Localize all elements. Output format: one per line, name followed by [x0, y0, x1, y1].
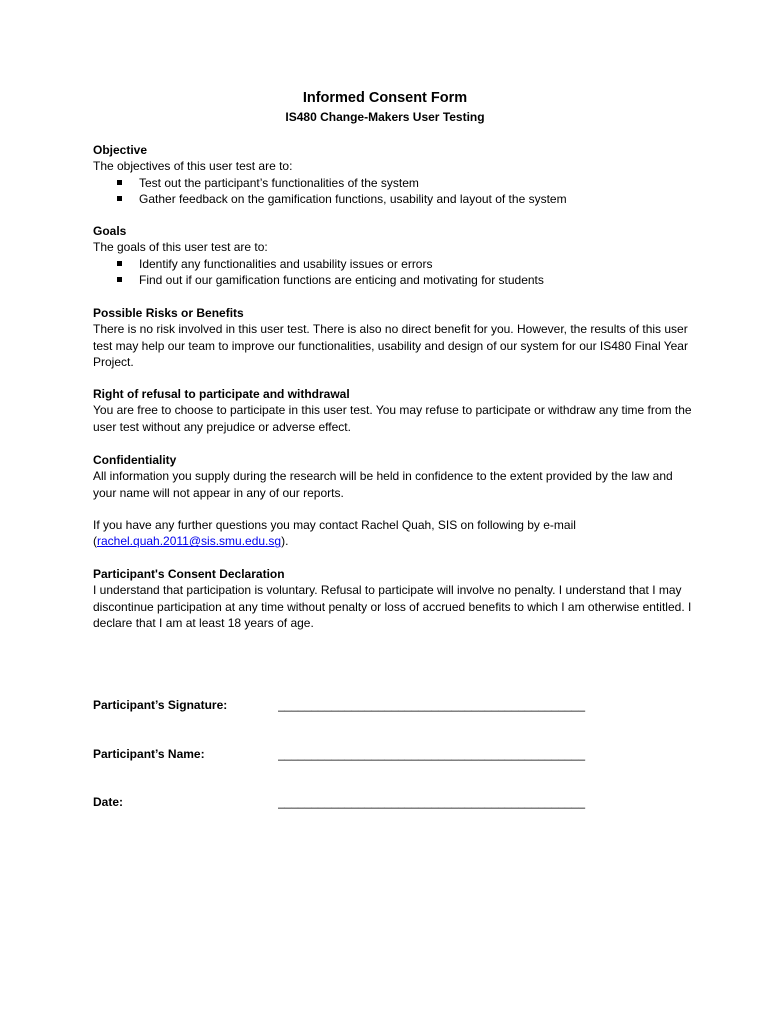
- risks-section: [93, 305, 693, 371]
- contact-text: If you have any further questions you may contact Rachel Quah, SIS on following by e-mail: [93, 518, 576, 532]
- list-item: Find out if our gamification functions are enticing and motivating for students: [93, 272, 693, 288]
- list-item: Gather feedback on the gamification functions, usability and layout of the system: [93, 191, 693, 207]
- date-label: Date:: [93, 795, 124, 809]
- goals-list: [93, 256, 693, 289]
- paren-close: ).: [281, 534, 289, 549]
- risks-text: There is no risk involved in this user test. There is also no direct benefit for you. However, the results of this user test may help our team to improve our functionalities, usability and design of our system for our IS480 Final Year Project.: [93, 322, 688, 370]
- confidentiality-section: [93, 452, 693, 501]
- document-title: Informed Consent Form: [302, 90, 468, 106]
- document-subtitle: IS480 Change-Makers User Testing: [285, 110, 485, 124]
- refusal-text: You are free to choose to participate in this user test. You may refuse to participate or withdraw any time from the user test without any prejudice or adverse effect.: [93, 403, 692, 434]
- refusal-section: [93, 386, 693, 435]
- signature-line[interactable]: ______________________________________________: [278, 698, 585, 712]
- name-line[interactable]: ______________________________________________: [278, 747, 585, 761]
- objective-intro: The objectives of this user test are to:: [93, 159, 293, 174]
- list-item: Test out the participant’s functionalities of the system: [93, 175, 693, 191]
- risks-heading: Possible Risks or Benefits: [93, 306, 244, 320]
- goals-intro: The goals of this user test are to:: [93, 240, 268, 255]
- declaration-heading: Participant's Consent Declaration: [93, 567, 285, 581]
- confidentiality-heading: Confidentiality: [93, 453, 177, 467]
- objective-heading: Objective: [93, 143, 148, 157]
- list-item: Identify any functionalities and usability issues or errors: [93, 256, 693, 272]
- objective-section: [93, 142, 693, 208]
- declaration-section: [93, 566, 693, 632]
- contact-email-line: [93, 533, 693, 549]
- goals-heading: Goals: [93, 224, 127, 238]
- email-link[interactable]: rachel.quah.2011@sis.smu.edu.sg: [97, 534, 282, 549]
- date-line[interactable]: ______________________________________________: [278, 795, 585, 809]
- confidentiality-text: All information you supply during the research will be held in confidence to the extent provided by the law and your name will not appear in any of our reports.: [93, 469, 673, 500]
- paren-open: (: [93, 534, 97, 549]
- objective-list: [93, 175, 693, 208]
- declaration-text: I understand that participation is voluntary. Refusal to participate will involve no penalty. I understand that I may discontinue participation at any time without penalty or loss of accrued benefits to which I am otherwise entitled. I declare that I am at least 18 years of age.: [93, 583, 692, 631]
- name-label: Participant’s Name:: [93, 747, 205, 761]
- refusal-heading: Right of refusal to participate and withdrawal: [93, 387, 350, 401]
- goals-section: [93, 223, 693, 289]
- contact-section: [93, 517, 693, 550]
- signature-label: Participant’s Signature:: [93, 698, 228, 712]
